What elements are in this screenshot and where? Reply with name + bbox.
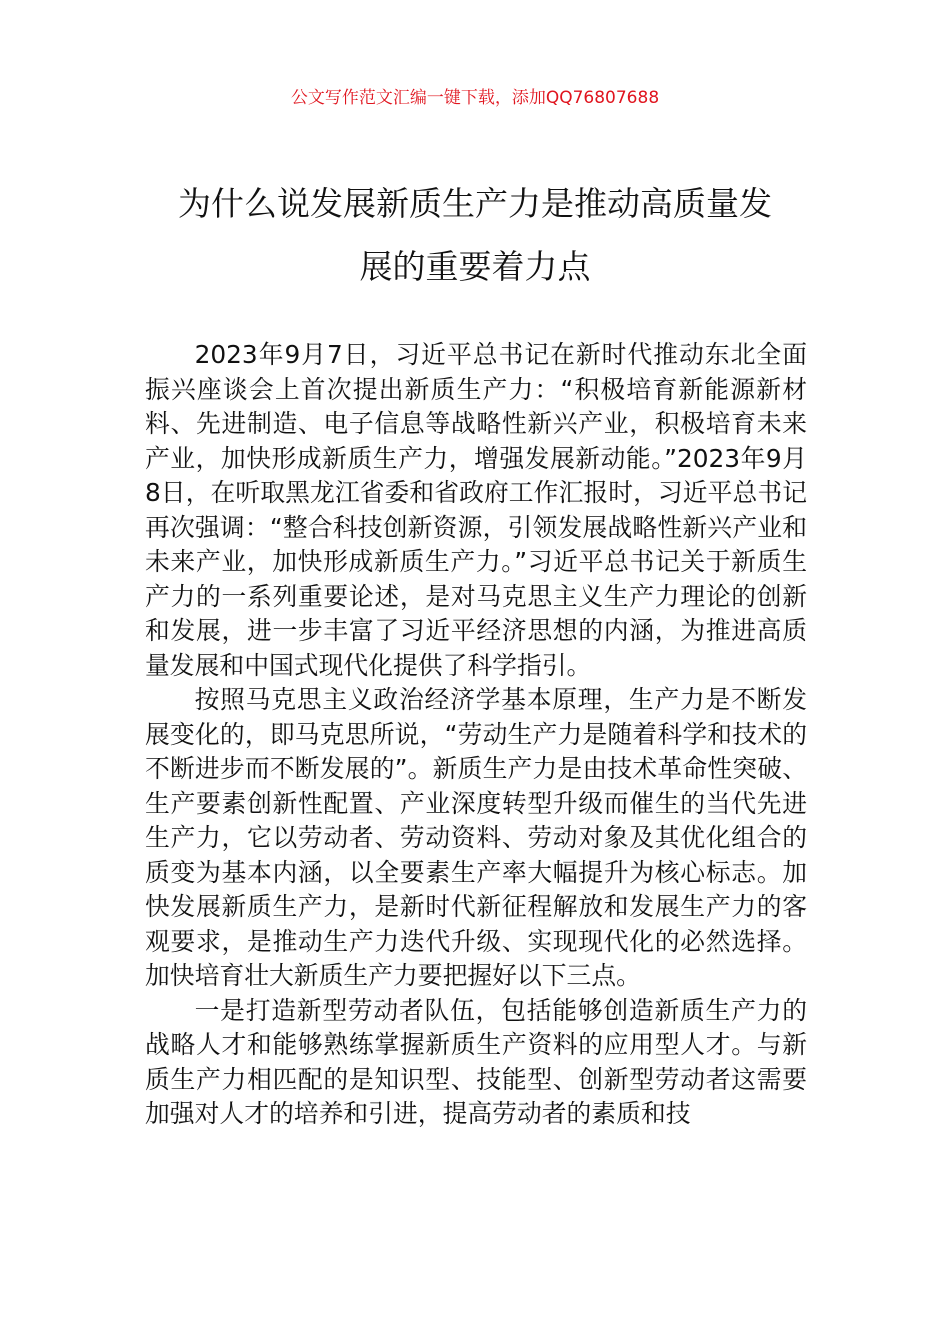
paragraph-1: 2023年9月7日，习近平总书记在新时代推动东北全面振兴座谈会上首次提出新质生产力：“积极培育新能源新材料、先进制造、电子信息等战略性新兴产业，积极培育未来产业，加快形成新质生产力，增强发展新动能。”2023年9月8日，在听取黑龙江省委和省政府工作汇报时，习近平总书记再次强调：“整合科技创新资源，引领发展战略性新兴产业和未来产业，加快形成新质生产力。”习近平总书记关于新质生产力的一系列重要论述，是对马克思主义生产力理论的创新和发展，进一步丰富了习近平经济思想的内涵，为推进高质量发展和中国式现代化提供了科学指引。 (145, 340, 807, 680)
document-body (145, 338, 807, 1132)
title-line-1: 为什么说发展新质生产力是推动高质量发 (178, 184, 772, 223)
paragraph-2: 按照马克思主义政治经济学基本原理，生产力是不断发展变化的，即马克思所说，“劳动生产力是随着科学和技术的不断进步而不断发展的”。新质生产力是由技术革命性突破、生产要素创新性配置、产业深度转型升级而催生的当代先进生产力，它以劳动者、劳动资料、劳动对象及其优化组合的质变为基本内涵，以全要素生产率大幅提升为核心标志。加快发展新质生产力，是新时代新征程解放和发展生产力的客观要求，是推动生产力迭代升级、实现现代化的必然选择。加快培育壮大新质生产力要把握好以下三点。 (145, 685, 807, 990)
header-promo-note: 公文写作范文汇编一键下载，添加QQ76807688 (290, 88, 660, 108)
title-line-2: 展的重要着力点 (359, 247, 591, 286)
paragraph-3: 一是打造新型劳动者队伍，包括能够创造新质生产力的战略人才和能够熟练掌握新质生产资料的应用型人才。与新质生产力相匹配的是知识型、技能型、创新型劳动者这需要加强对人才的培养和引进，提高劳动者的素质和技 (145, 995, 807, 1128)
document-title (150, 172, 800, 298)
